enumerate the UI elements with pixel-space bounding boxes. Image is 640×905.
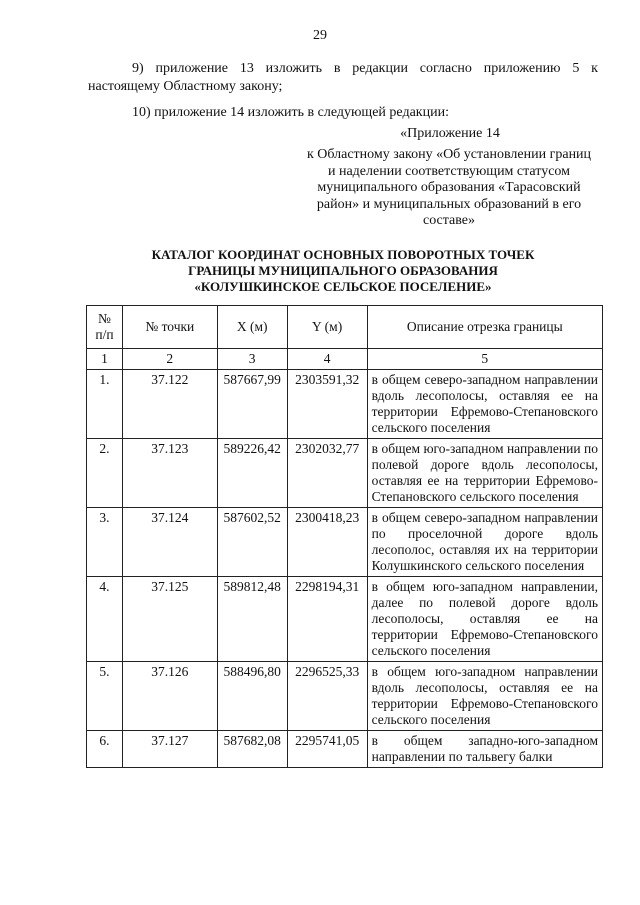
cell-description: в общем западно-юго-западном направлении по тальвегу балки: [367, 731, 602, 768]
table-row: [87, 370, 603, 439]
cell-y: 2303591,32: [287, 370, 367, 439]
table-row: [87, 439, 603, 508]
cell-description: в общем северо-западном направлении по проселочной дороге вдоль лесополос, оставляя их на территории Колушкинского сельского поселения: [367, 508, 602, 577]
table-row: [87, 731, 603, 768]
cell-description: в общем северо-западном направлении вдоль лесополосы, оставляя ее на территории Ефремово-Степановского сельского поселения: [367, 370, 602, 439]
table-column-number-row: [87, 349, 603, 370]
cell-description: в общем юго-западном направлении, далее по полевой дороге вдоль лесополосы, оставляя ее на территории Ефремово-Степановского сельского поселения: [367, 577, 602, 662]
cell-x: 587682,08: [217, 731, 287, 768]
cell-y: 2296525,33: [287, 662, 367, 731]
header-x: X (м): [217, 306, 287, 349]
cell-description: в общем юго-западном направлении вдоль лесополосы, оставляя ее на территории Ефремово-Степановского сельского поселения: [367, 662, 602, 731]
item-10-text: 10) приложение 14 изложить в следующей редакции:: [132, 105, 449, 120]
header-point-number: № точки: [122, 306, 217, 349]
coordinates-table: [86, 305, 603, 768]
col-number: 2: [122, 349, 217, 370]
cell-row-number: 5.: [87, 662, 123, 731]
cell-y: 2295741,05: [287, 731, 367, 768]
cell-point: 37.125: [122, 577, 217, 662]
table-row: [87, 662, 603, 731]
appendix-title: «Приложение 14: [400, 126, 500, 141]
col-number: 1: [87, 349, 123, 370]
cell-description: в общем юго-западном направлении по полевой дороге вдоль лесополосы, оставляя ее на территории Ефремово-Степановского сельского поселения: [367, 439, 602, 508]
cell-point: 37.126: [122, 662, 217, 731]
cell-x: 588496,80: [217, 662, 287, 731]
cell-y: 2300418,23: [287, 508, 367, 577]
cell-row-number: 1.: [87, 370, 123, 439]
catalog-title-line-3: «КОЛУШКИНСКОЕ СЕЛЬСКОЕ ПОСЕЛЕНИЕ»: [194, 279, 492, 294]
cell-x: 589226,42: [217, 439, 287, 508]
table-row: [87, 577, 603, 662]
page-number: 29: [313, 28, 327, 43]
header-row-number: № п/п: [87, 306, 123, 349]
cell-point: 37.122: [122, 370, 217, 439]
item-9-text: 9) приложение 13 изложить в редакции согласно приложению 5 к настоящему Областному закону;: [88, 61, 598, 94]
cell-y: 2298194,31: [287, 577, 367, 662]
catalog-title-line-1: КАТАЛОГ КООРДИНАТ ОСНОВНЫХ ПОВОРОТНЫХ ТОЧЕК: [151, 247, 535, 262]
col-number: 5: [367, 349, 602, 370]
catalog-title-line-2: ГРАНИЦЫ МУНИЦИПАЛЬНОГО ОБРАЗОВАНИЯ: [188, 263, 498, 278]
cell-x: 587602,52: [217, 508, 287, 577]
col-number: 3: [217, 349, 287, 370]
header-description: Описание отрезка границы: [367, 306, 602, 349]
appendix-description: к Областному закону «Об установлении границ и наделении соответствующим статусом муниципального образования «Тарасовский район» и муниципальных образований в его составе»: [306, 147, 592, 228]
cell-row-number: 3.: [87, 508, 123, 577]
cell-y: 2302032,77: [287, 439, 367, 508]
table-header-row: [87, 306, 603, 349]
cell-row-number: 4.: [87, 577, 123, 662]
col-number: 4: [287, 349, 367, 370]
cell-point: 37.127: [122, 731, 217, 768]
cell-x: 589812,48: [217, 577, 287, 662]
cell-row-number: 2.: [87, 439, 123, 508]
catalog-title: [88, 247, 598, 295]
cell-point: 37.123: [122, 439, 217, 508]
cell-point: 37.124: [122, 508, 217, 577]
cell-row-number: 6.: [87, 731, 123, 768]
header-y: Y (м): [287, 306, 367, 349]
cell-x: 587667,99: [217, 370, 287, 439]
table-row: [87, 508, 603, 577]
